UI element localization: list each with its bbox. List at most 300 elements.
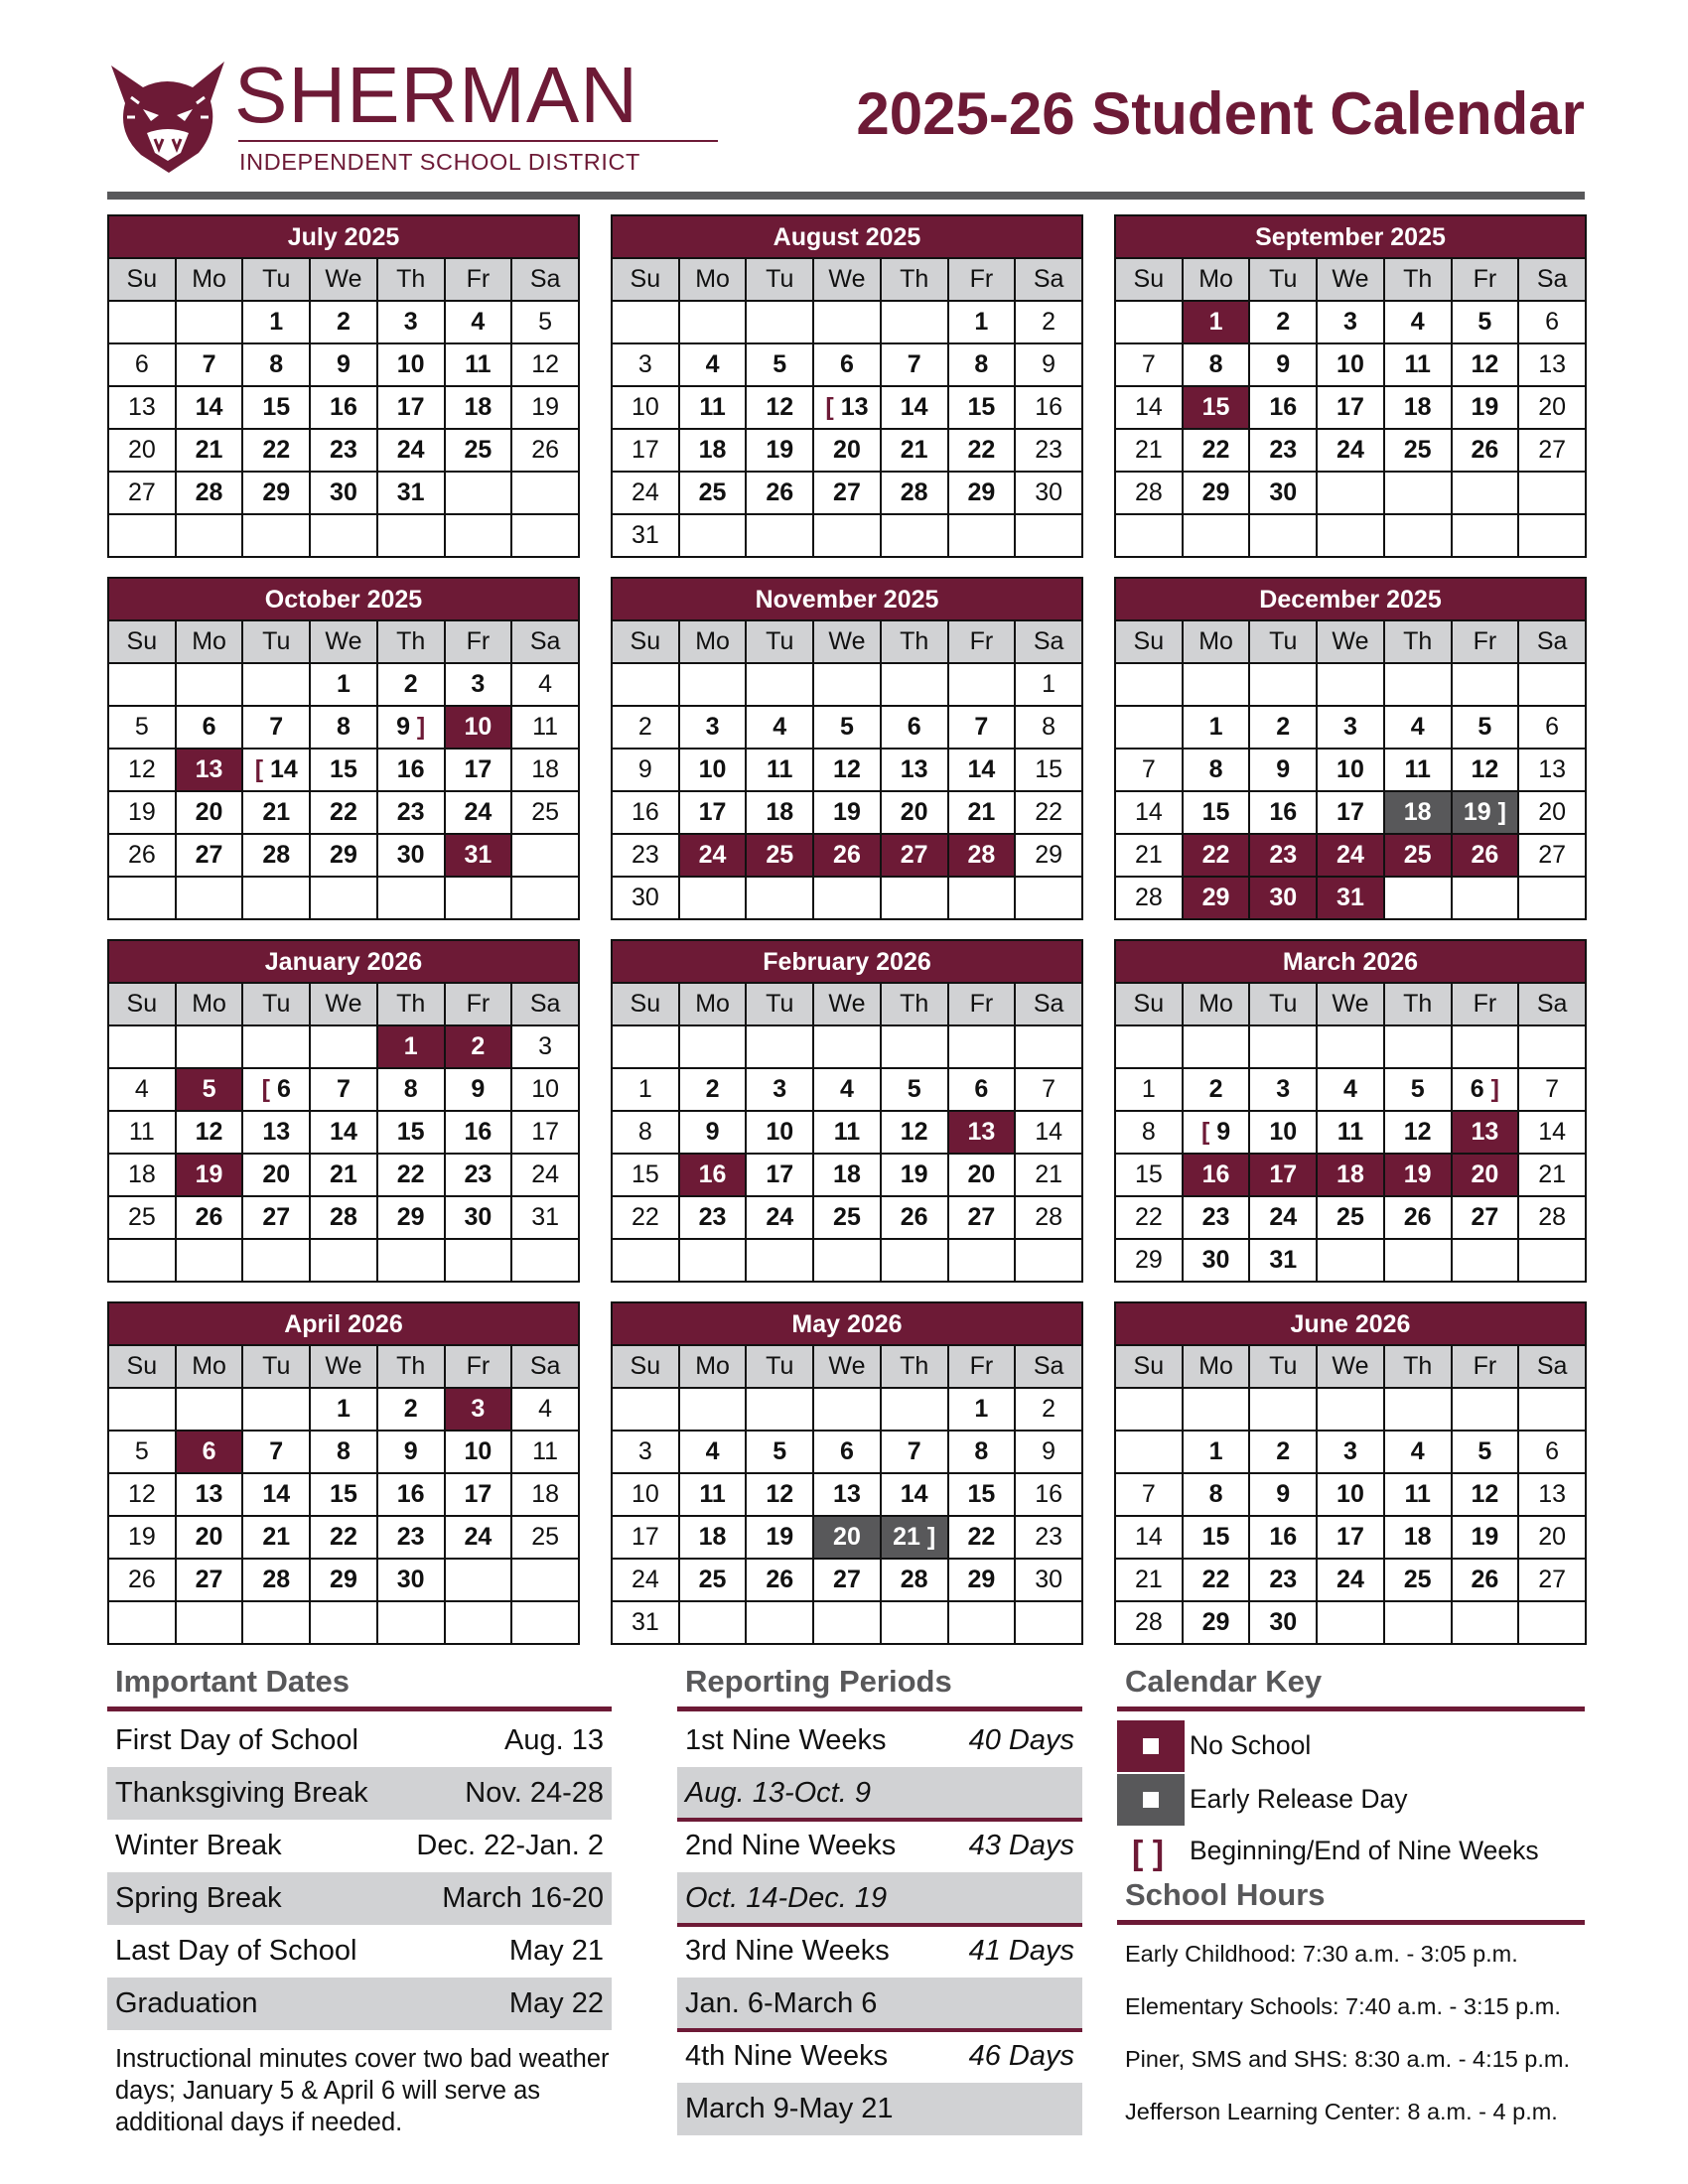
day-number: 25 (464, 436, 492, 464)
reporting-period-days: 40 Days (968, 1724, 1074, 1756)
important-date-value: May 22 (508, 1987, 604, 2019)
calendar-day (242, 1239, 310, 1282)
month-title: September 2025 (1114, 214, 1587, 257)
calendar-day (1249, 1111, 1317, 1154)
calendar-day (511, 1431, 579, 1473)
day-number: 18 (1403, 1523, 1432, 1551)
day-number: 26 (195, 1203, 223, 1231)
weekday-header: Th (881, 258, 948, 301)
calendar-day (377, 1196, 445, 1239)
weekday-header: Sa (511, 983, 579, 1025)
calendar-day (612, 514, 679, 557)
calendar-day (1249, 1388, 1317, 1431)
calendar-day (612, 301, 679, 343)
calendar-day (1115, 386, 1183, 429)
day-number: 20 (1471, 1160, 1499, 1188)
calendar-day (176, 301, 243, 343)
calendar-day (310, 749, 377, 791)
reporting-period-range: Aug. 13-Oct. 9 (685, 1777, 871, 1809)
calendar-day (511, 1068, 579, 1111)
day-number: 6 (1545, 308, 1560, 336)
calendar-day (1249, 791, 1317, 834)
reporting-period-days: 41 Days (968, 1935, 1074, 1967)
calendar-day (1115, 1111, 1183, 1154)
calendar-day (813, 1473, 881, 1516)
day-number: 23 (1201, 1203, 1230, 1231)
calendar-day (176, 1559, 243, 1601)
calendar-day (813, 1388, 881, 1431)
calendar-day (746, 834, 813, 877)
calendar-day (445, 1154, 512, 1196)
calendar-day (242, 877, 310, 919)
calendar-day (310, 1196, 377, 1239)
calendar-day (679, 472, 747, 514)
weekday-header: We (1317, 620, 1384, 663)
day-number: 1 (1141, 1075, 1156, 1103)
calendar-day (1452, 1154, 1519, 1196)
calendar-day (1518, 1154, 1586, 1196)
calendar-day (108, 1601, 176, 1644)
calendar-day (612, 1388, 679, 1431)
calendar-day (1115, 1068, 1183, 1111)
reporting-period-row (677, 1820, 1082, 1872)
day-number: 5 (1410, 1075, 1425, 1103)
calendar-day (948, 877, 1016, 919)
calendar-day (377, 429, 445, 472)
day-number: 15 (1201, 798, 1230, 826)
calendar-day (1249, 663, 1317, 706)
weekday-header: Mo (176, 620, 243, 663)
day-number: 24 (631, 478, 659, 506)
calendar-day (679, 429, 747, 472)
calendar-day (511, 1388, 579, 1431)
calendar-day (1452, 834, 1519, 877)
month-calendar (611, 939, 1083, 1283)
day-number: 17 (1336, 1523, 1364, 1551)
day-number: 4 (705, 1437, 720, 1465)
month-title: November 2025 (611, 577, 1083, 619)
calendar-day (108, 791, 176, 834)
calendar-day (310, 706, 377, 749)
calendar-day (377, 472, 445, 514)
day-number: 6 (974, 1075, 989, 1103)
day-number: 13 (127, 393, 156, 421)
bracket-icon: [ ] (1132, 1835, 1165, 1872)
bracket-end-icon: ] (1490, 798, 1506, 826)
day-number: 4 (538, 1395, 553, 1423)
calendar-day (1452, 1025, 1519, 1068)
day-number: 27 (195, 841, 223, 869)
day-number: 6 (276, 1075, 291, 1103)
calendar-day (1384, 1516, 1452, 1559)
calendar-day (176, 514, 243, 557)
calendar-day (1317, 1239, 1384, 1282)
day-number: 3 (1276, 1075, 1291, 1103)
calendar-day (1183, 514, 1250, 557)
calendar-day (881, 472, 948, 514)
reporting-period-row (677, 2030, 1082, 2083)
weekday-header: Th (881, 983, 948, 1025)
calendar-day (948, 386, 1016, 429)
calendar-day (1452, 1111, 1519, 1154)
calendar-day (948, 514, 1016, 557)
day-number: 25 (127, 1203, 156, 1231)
calendar-day (881, 343, 948, 386)
calendar-day (948, 1068, 1016, 1111)
calendar-day (377, 386, 445, 429)
calendar-day (108, 1068, 176, 1111)
weekday-header: Fr (948, 983, 1016, 1025)
day-number: 4 (1343, 1075, 1357, 1103)
day-number: 22 (1035, 798, 1063, 826)
day-number: 18 (127, 1160, 156, 1188)
calendar-day (1015, 1154, 1082, 1196)
day-number: 2 (1042, 1395, 1056, 1423)
district-rule (238, 140, 718, 142)
day-number: 28 (967, 841, 996, 869)
day-number: 1 (1042, 670, 1056, 698)
day-number: 9 (1042, 1437, 1056, 1465)
calendar-day (1183, 1068, 1250, 1111)
weekday-header: Sa (1015, 620, 1082, 663)
calendar-day (511, 1196, 579, 1239)
calendar-day (1384, 1025, 1452, 1068)
day-number: 20 (262, 1160, 291, 1188)
calendar-day (881, 301, 948, 343)
day-number: 11 (1404, 350, 1431, 378)
bracket-start-icon: [ (1200, 1118, 1217, 1146)
weekday-header: Fr (948, 620, 1016, 663)
calendar-day (679, 386, 747, 429)
reporting-periods-rule (677, 1706, 1082, 1711)
important-date-row (107, 1925, 612, 1978)
month-title: February 2026 (611, 939, 1083, 982)
weekday-header: Fr (445, 620, 512, 663)
day-number: 16 (698, 1160, 727, 1188)
day-number: 17 (396, 393, 425, 421)
calendar-day (1183, 301, 1250, 343)
calendar-day (1115, 663, 1183, 706)
calendar-day (1015, 1431, 1082, 1473)
month-calendar (1114, 939, 1587, 1283)
calendar-day (1384, 663, 1452, 706)
calendar-day (1115, 749, 1183, 791)
calendar-day (881, 1431, 948, 1473)
calendar-day (612, 877, 679, 919)
calendar-day (1183, 1559, 1250, 1601)
day-number: 23 (1269, 841, 1298, 869)
calendar-day (1317, 706, 1384, 749)
calendar-day (1518, 472, 1586, 514)
calendar-day (679, 791, 747, 834)
calendar-day (1452, 1516, 1519, 1559)
day-number: 22 (1134, 1203, 1163, 1231)
day-number: 23 (698, 1203, 727, 1231)
day-number: 24 (698, 841, 727, 869)
day-number: 2 (1276, 308, 1291, 336)
calendar-day (1115, 706, 1183, 749)
day-number: 31 (464, 841, 492, 869)
calendar-day (948, 429, 1016, 472)
day-number: 8 (1208, 350, 1223, 378)
weekday-header: We (310, 983, 377, 1025)
day-number: 26 (766, 478, 794, 506)
day-number: 16 (1269, 798, 1298, 826)
day-number: 24 (1336, 1566, 1364, 1593)
calendar-day (1249, 1196, 1317, 1239)
day-number: 2 (637, 713, 652, 741)
calendar-day (813, 1154, 881, 1196)
calendar-day (108, 1516, 176, 1559)
day-number: 30 (396, 1566, 425, 1593)
calendar-day (445, 834, 512, 877)
day-number: 18 (531, 755, 560, 783)
day-number: 18 (698, 436, 727, 464)
day-number: 20 (833, 1523, 861, 1551)
weekday-header: Su (1115, 620, 1183, 663)
calendar-day (1384, 1068, 1452, 1111)
important-date-label: Graduation (115, 1987, 258, 2019)
calendar-day (242, 472, 310, 514)
day-number: 24 (464, 1523, 492, 1551)
calendar-day (881, 834, 948, 877)
calendar-day (1249, 1516, 1317, 1559)
day-number: 15 (396, 1118, 425, 1146)
bracket-end-icon: ] (409, 713, 426, 741)
day-number: 31 (631, 1608, 659, 1636)
calendar-day (1015, 386, 1082, 429)
day-number: 15 (262, 393, 291, 421)
day-number: 29 (967, 1566, 996, 1593)
day-number: 21 (893, 1523, 920, 1551)
day-number: 16 (1269, 393, 1298, 421)
weekday-header: Tu (1249, 620, 1317, 663)
day-number: 25 (1403, 841, 1432, 869)
calendar-day (108, 1239, 176, 1282)
calendar-day (176, 1473, 243, 1516)
district-subtitle: INDEPENDENT SCHOOL DISTRICT (239, 149, 640, 175)
calendar-day (176, 663, 243, 706)
day-number: 12 (1471, 1480, 1499, 1508)
weekday-header: We (1317, 983, 1384, 1025)
important-dates-note: Instructional minutes cover two bad weather days; January 5 & April 6 will serve as additional days if needed. (115, 2045, 610, 2136)
calendar-day (612, 1068, 679, 1111)
calendar-day (746, 1516, 813, 1559)
day-number: 29 (1035, 841, 1063, 869)
calendar-day (881, 1111, 948, 1154)
weekday-header: Su (1115, 1345, 1183, 1388)
day-number: 10 (464, 1437, 492, 1465)
weekday-header: Mo (176, 258, 243, 301)
day-number: 29 (1201, 884, 1230, 911)
day-number: 28 (1035, 1203, 1063, 1231)
day-number: 10 (464, 713, 492, 741)
calendar-day (445, 343, 512, 386)
calendar-day (1249, 834, 1317, 877)
calendar-day (1518, 301, 1586, 343)
month-calendar (107, 1301, 580, 1645)
calendar-day (445, 1559, 512, 1601)
calendar-day (377, 1239, 445, 1282)
calendar-day (1518, 1601, 1586, 1644)
weekday-header: Th (377, 620, 445, 663)
day-number: 13 (840, 393, 869, 421)
calendar-day (881, 429, 948, 472)
weekday-header: Mo (679, 258, 747, 301)
day-number: 6 (907, 713, 921, 741)
calendar-day (1015, 1559, 1082, 1601)
calendar-day (1249, 429, 1317, 472)
day-number: 21 (1035, 1160, 1063, 1188)
day-number: 4 (1410, 713, 1425, 741)
weekday-header: Sa (511, 620, 579, 663)
calendar-day (881, 1516, 948, 1559)
day-number: 19 (1403, 1160, 1432, 1188)
calendar-day (1518, 791, 1586, 834)
important-date-value: May 21 (508, 1935, 604, 1967)
month-title: June 2026 (1114, 1301, 1587, 1344)
calendar-day (1518, 343, 1586, 386)
calendar-day (813, 1516, 881, 1559)
calendar-day (1115, 791, 1183, 834)
day-number: 20 (833, 436, 861, 464)
important-date-row (107, 1767, 612, 1820)
month-title: March 2026 (1114, 939, 1587, 982)
reporting-period-range-row (677, 2083, 1082, 2135)
day-number: 17 (531, 1118, 560, 1146)
important-date-row (107, 1872, 612, 1925)
calendar-day (445, 791, 512, 834)
no-school-label: No School (1190, 1730, 1312, 1760)
calendar-day (948, 1111, 1016, 1154)
calendar-day (1384, 343, 1452, 386)
calendar-day (1384, 877, 1452, 919)
calendar-day (108, 749, 176, 791)
calendar-day (377, 663, 445, 706)
calendar-day (1384, 472, 1452, 514)
day-number: 5 (134, 713, 149, 741)
calendar-day (1183, 343, 1250, 386)
calendar-day (746, 1559, 813, 1601)
calendar-day (176, 386, 243, 429)
calendar-day (813, 386, 881, 429)
calendar-day (612, 1516, 679, 1559)
calendar-day (377, 1431, 445, 1473)
calendar-day (310, 429, 377, 472)
calendar-day (1249, 1154, 1317, 1196)
day-number: 9 (403, 1437, 418, 1465)
calendar-day (1452, 386, 1519, 429)
weekday-header: Sa (1015, 1345, 1082, 1388)
day-number: 23 (330, 436, 357, 464)
reporting-periods-title: Reporting Periods (685, 1664, 952, 1699)
calendar-day (881, 1068, 948, 1111)
calendar-day (1518, 1025, 1586, 1068)
calendar-day (1452, 1431, 1519, 1473)
weekday-header: Th (881, 1345, 948, 1388)
weekday-header: Tu (1249, 1345, 1317, 1388)
calendar-day (746, 706, 813, 749)
weekday-header: Th (1384, 258, 1452, 301)
calendar-day (1317, 1431, 1384, 1473)
day-number: 17 (1336, 393, 1364, 421)
day-number: 15 (330, 755, 357, 783)
day-number: 5 (1477, 308, 1492, 336)
calendar-day (1183, 749, 1250, 791)
calendar-day (1518, 1473, 1586, 1516)
day-number: 11 (1404, 755, 1431, 783)
calendar-day (612, 1025, 679, 1068)
calendar-day (612, 749, 679, 791)
calendar-day (242, 1559, 310, 1601)
calendar-day (511, 472, 579, 514)
weekday-header: Su (108, 258, 176, 301)
day-number: 8 (337, 713, 351, 741)
calendar-day (1317, 301, 1384, 343)
calendar-day (881, 877, 948, 919)
day-number: 21 (1134, 841, 1163, 869)
weekday-header: Sa (1518, 620, 1586, 663)
calendar-day (310, 834, 377, 877)
header-divider (107, 192, 1585, 200)
calendar-day (242, 1516, 310, 1559)
day-number: 9 (1216, 1118, 1231, 1146)
day-number: 22 (1201, 1566, 1230, 1593)
early-release-swatch (1117, 1774, 1185, 1826)
reporting-period-label: 3rd Nine Weeks (685, 1935, 890, 1967)
important-date-value: Aug. 13 (504, 1724, 604, 1756)
day-number: 31 (531, 1203, 560, 1231)
calendar-day (1183, 1431, 1250, 1473)
reporting-period-days: 43 Days (968, 1830, 1074, 1861)
day-number: 27 (967, 1203, 996, 1231)
day-number: 1 (269, 308, 284, 336)
day-number: 12 (900, 1118, 928, 1146)
calendar-day (1452, 1239, 1519, 1282)
calendar-day (1452, 706, 1519, 749)
day-number: 26 (1403, 1203, 1432, 1231)
calendar-day (176, 834, 243, 877)
calendar-day (1384, 1154, 1452, 1196)
weekday-header: Mo (176, 983, 243, 1025)
calendar-day (1317, 749, 1384, 791)
day-number: 2 (1042, 308, 1056, 336)
day-number: 4 (134, 1075, 149, 1103)
important-date-label: Last Day of School (115, 1935, 357, 1967)
calendar-day (679, 1473, 747, 1516)
day-number: 18 (1403, 798, 1432, 826)
calendar-day (176, 1025, 243, 1068)
day-number: 15 (1201, 393, 1230, 421)
calendar-day (948, 1388, 1016, 1431)
day-number: 12 (1471, 350, 1499, 378)
calendar-day (612, 1559, 679, 1601)
day-number: 25 (531, 1523, 560, 1551)
day-number: 3 (471, 670, 486, 698)
day-number: 10 (1336, 1480, 1364, 1508)
calendar-day (1115, 1559, 1183, 1601)
calendar-day (679, 834, 747, 877)
important-dates-title: Important Dates (115, 1664, 350, 1699)
day-number: 31 (1269, 1246, 1298, 1274)
calendar-day (1115, 1601, 1183, 1644)
day-number: 4 (1410, 308, 1425, 336)
calendar-day (108, 472, 176, 514)
calendar-day (176, 749, 243, 791)
calendar-day (445, 1601, 512, 1644)
day-number: 16 (1269, 1523, 1298, 1551)
calendar-day (1183, 1388, 1250, 1431)
